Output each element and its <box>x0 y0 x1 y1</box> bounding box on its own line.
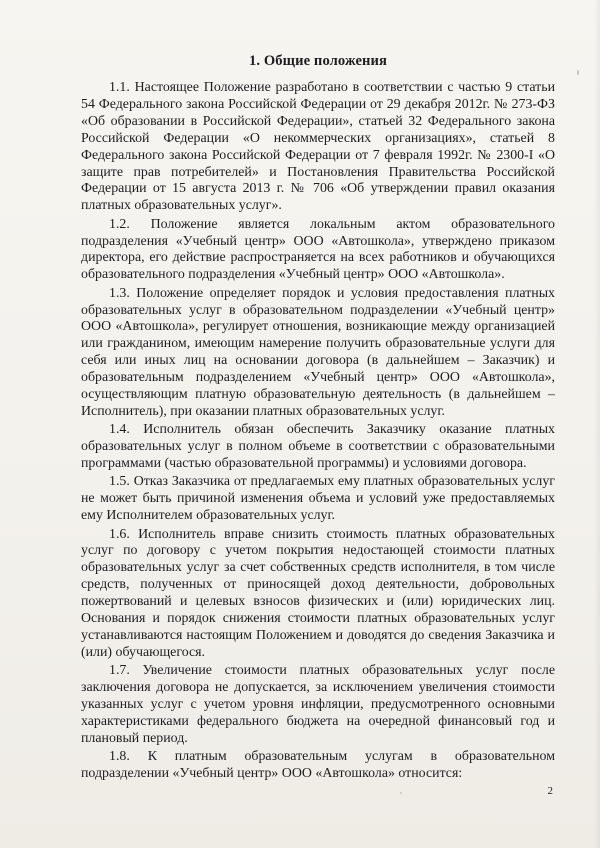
paragraph-1-4: 1.4. Исполнитель обязан обеспечить Заказчику оказание платных образовательных услуг в полном объеме в соответствии с образовательными программами (частью образовательной программы) и условиями договора. <box>81 422 555 472</box>
paragraph-1-2: 1.2. Положение является локальным актом образовательного подразделения «Учебный центр» ООО «Автошкола», утверждено приказом директора, его действие распространяется на всех работников и обучающихся образовательного подразделения «Учебный центр» ООО «Автошкола». <box>81 216 555 283</box>
paragraph-1-8: 1.8. К платным образовательным услугам в образовательном подразделении «Учебный центр» ООО «Автошкола» относится: <box>81 749 555 781</box>
scan-speck <box>577 70 579 75</box>
page-number: 2 <box>547 785 553 797</box>
paragraph-1-1: 1.1. Настоящее Положение разработано в соответствии с частью 9 статьи 54 Федерального закона Российской Федерации от 29 декабря 2012г. № 273-ФЗ «Об образовании в Российской Федерации», статьей 32 Федерального закона Российской Федерации «О некоммерческих организациях», статьей 8 Федерального закона Российской Федерации от 7 февраля 1992г. № 2300-I «О защите прав потребителей» и Постановления Правительства Российской Федерации от 15 августа 2013 г. № 706 «Об утверждении правил оказания платных образовательных услуг». <box>81 80 555 214</box>
page-edge-shadow <box>594 0 600 848</box>
document-body <box>81 52 555 784</box>
paragraph-1-6: 1.6. Исполнитель вправе снизить стоимость платных образовательных услуг по договору с учетом покрытия недостающей стоимости платных образовательных услуг за счет собственных средств исполнителя, в том числе средств, полученных от приносящей доход деятельности, добровольных пожертвований и целевых взносов физических и (или) юридических лиц. Основания и порядок снижения стоимости платных образовательных услуг устанавливаются настоящим Положением и доводятся до сведения Заказчика и (или) обучающегося. <box>81 526 555 660</box>
paragraph-1-3: 1.3. Положение определяет порядок и условия предоставления платных образовательных услуг в образовательном подразделении «Учебный центр» ООО «Автошкола», регулирует отношения, возникающие между организацией или гражданином, имеющим намерение получить образовательные услуги для себя или иных лиц на основании договора (в дальнейшем – Заказчик) и образовательным подразделением «Учебный центр» ООО «Автошкола», осуществляющим платную образовательную деятельность (в дальнейшем – Исполнитель), при оказании платных образовательных услуг. <box>81 285 555 419</box>
scan-speck <box>400 792 402 794</box>
section-title: 1. Общие положения <box>248 53 388 69</box>
paragraph-1-5: 1.5. Отказ Заказчика от предлагаемых ему платных образовательных услуг не может быть причиной изменения объема и условий уже предоставляемых ему Исполнителем образовательных услуг. <box>81 474 555 524</box>
paragraph-1-7: 1.7. Увеличение стоимости платных образовательных услуг после заключения договора не допускается, за исключением увеличения стоимости указанных услуг с учетом уровня инфляции, предусмотренного основными характеристиками федерального бюджета на очередной финансовый год и плановый период. <box>81 663 555 746</box>
